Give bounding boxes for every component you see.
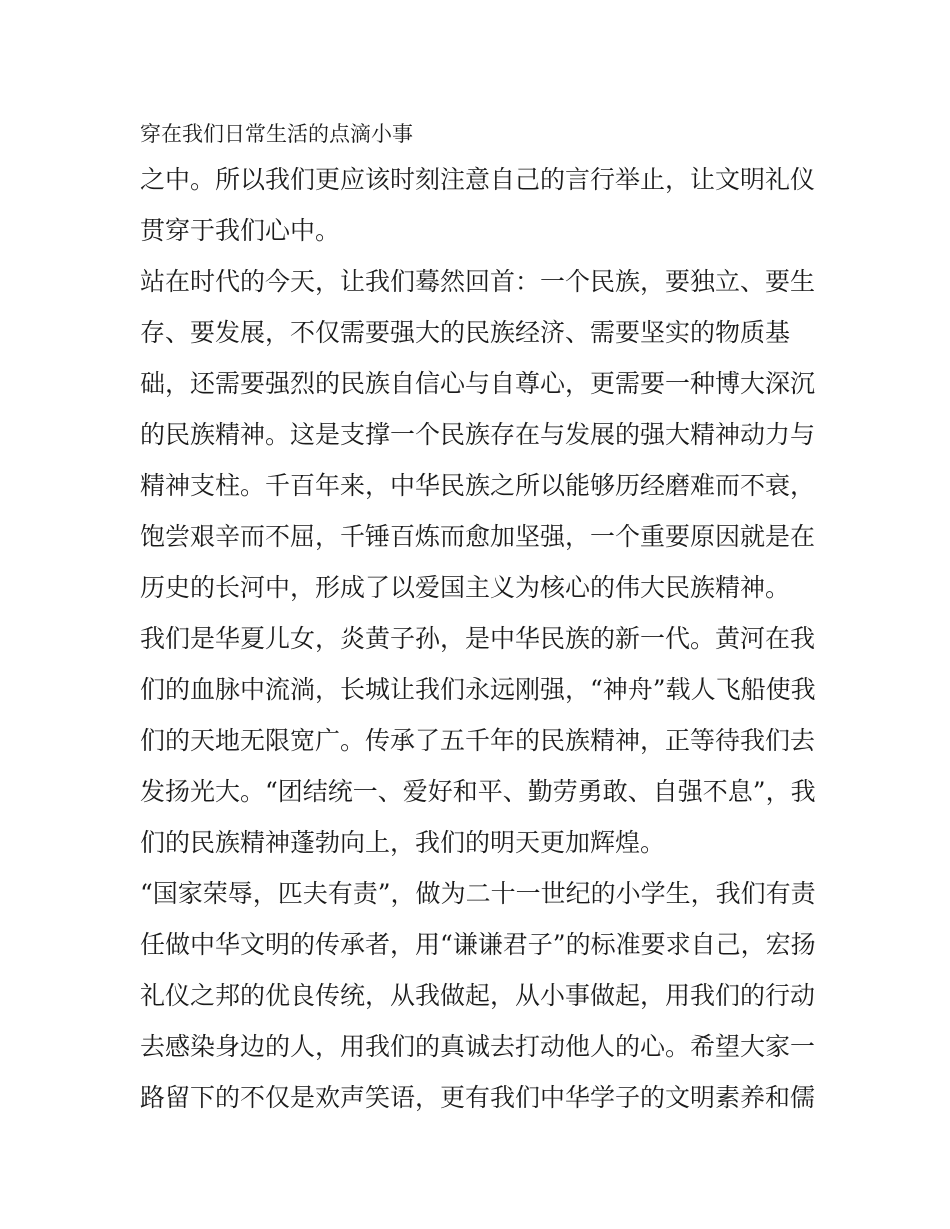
text-line: 贯穿于我们心中。 <box>140 216 341 245</box>
text-line: 我们是华夏儿女，炎黄子孙，是中华民族的新一代。黄河在我 <box>140 624 816 653</box>
text-line: 路留下的不仅是欢声笑语，更有我们中华学子的文明素养和儒 <box>140 1083 816 1112</box>
text-line: 去感染身边的人，用我们的真诚去打动他人的心。希望大家一 <box>140 1032 816 1061</box>
text-line: 础，还需要强烈的民族自信心与自尊心，更需要一种博大深沉 <box>140 369 816 398</box>
text-line: 饱尝艰辛而不屈，千锤百炼而愈加坚强，一个重要原因就是在 <box>140 522 816 551</box>
text-line: 发扬光大。“团结统一、爱好和平、勤劳勇敢、自强不息”，我 <box>140 777 816 806</box>
text-line: 存、要发展，不仅需要强大的民族经济、需要坚实的物质基 <box>140 318 791 347</box>
text-line: 精神支柱。千百年来，中华民族之所以能够历经磨难而不衰， <box>140 471 816 500</box>
text-line: 历史的长河中，形成了以爱国主义为核心的伟大民族精神。 <box>140 573 791 602</box>
text-line: 们的血脉中流淌，长城让我们永远刚强，“神舟”载人飞船使我 <box>140 675 816 704</box>
text-line: 们的民族精神蓬勃向上，我们的明天更加辉煌。 <box>140 828 666 857</box>
text-line: “国家荣辱，匹夫有责”，做为二十一世纪的小学生，我们有责 <box>140 879 816 908</box>
text-line: 之中。所以我们更应该时刻注意自己的言行举止，让文明礼仪 <box>140 165 816 194</box>
document-body <box>140 114 816 1123</box>
text-line: 任做中华文明的传承者，用“谦谦君子”的标准要求自己，宏扬 <box>140 930 816 959</box>
text-line: 礼仪之邦的优良传统，从我做起，从小事做起，用我们的行动 <box>140 981 816 1010</box>
text-line: 们的天地无限宽广。传承了五千年的民族精神，正等待我们去 <box>140 726 816 755</box>
text-line: 站在时代的今天，让我们蓦然回首：一个民族，要独立、要生 <box>140 267 816 296</box>
text-line: 穿在我们日常生活的点滴小事 <box>140 122 413 146</box>
text-line: 的民族精神。这是支撑一个民族存在与发展的强大精神动力与 <box>140 420 816 449</box>
